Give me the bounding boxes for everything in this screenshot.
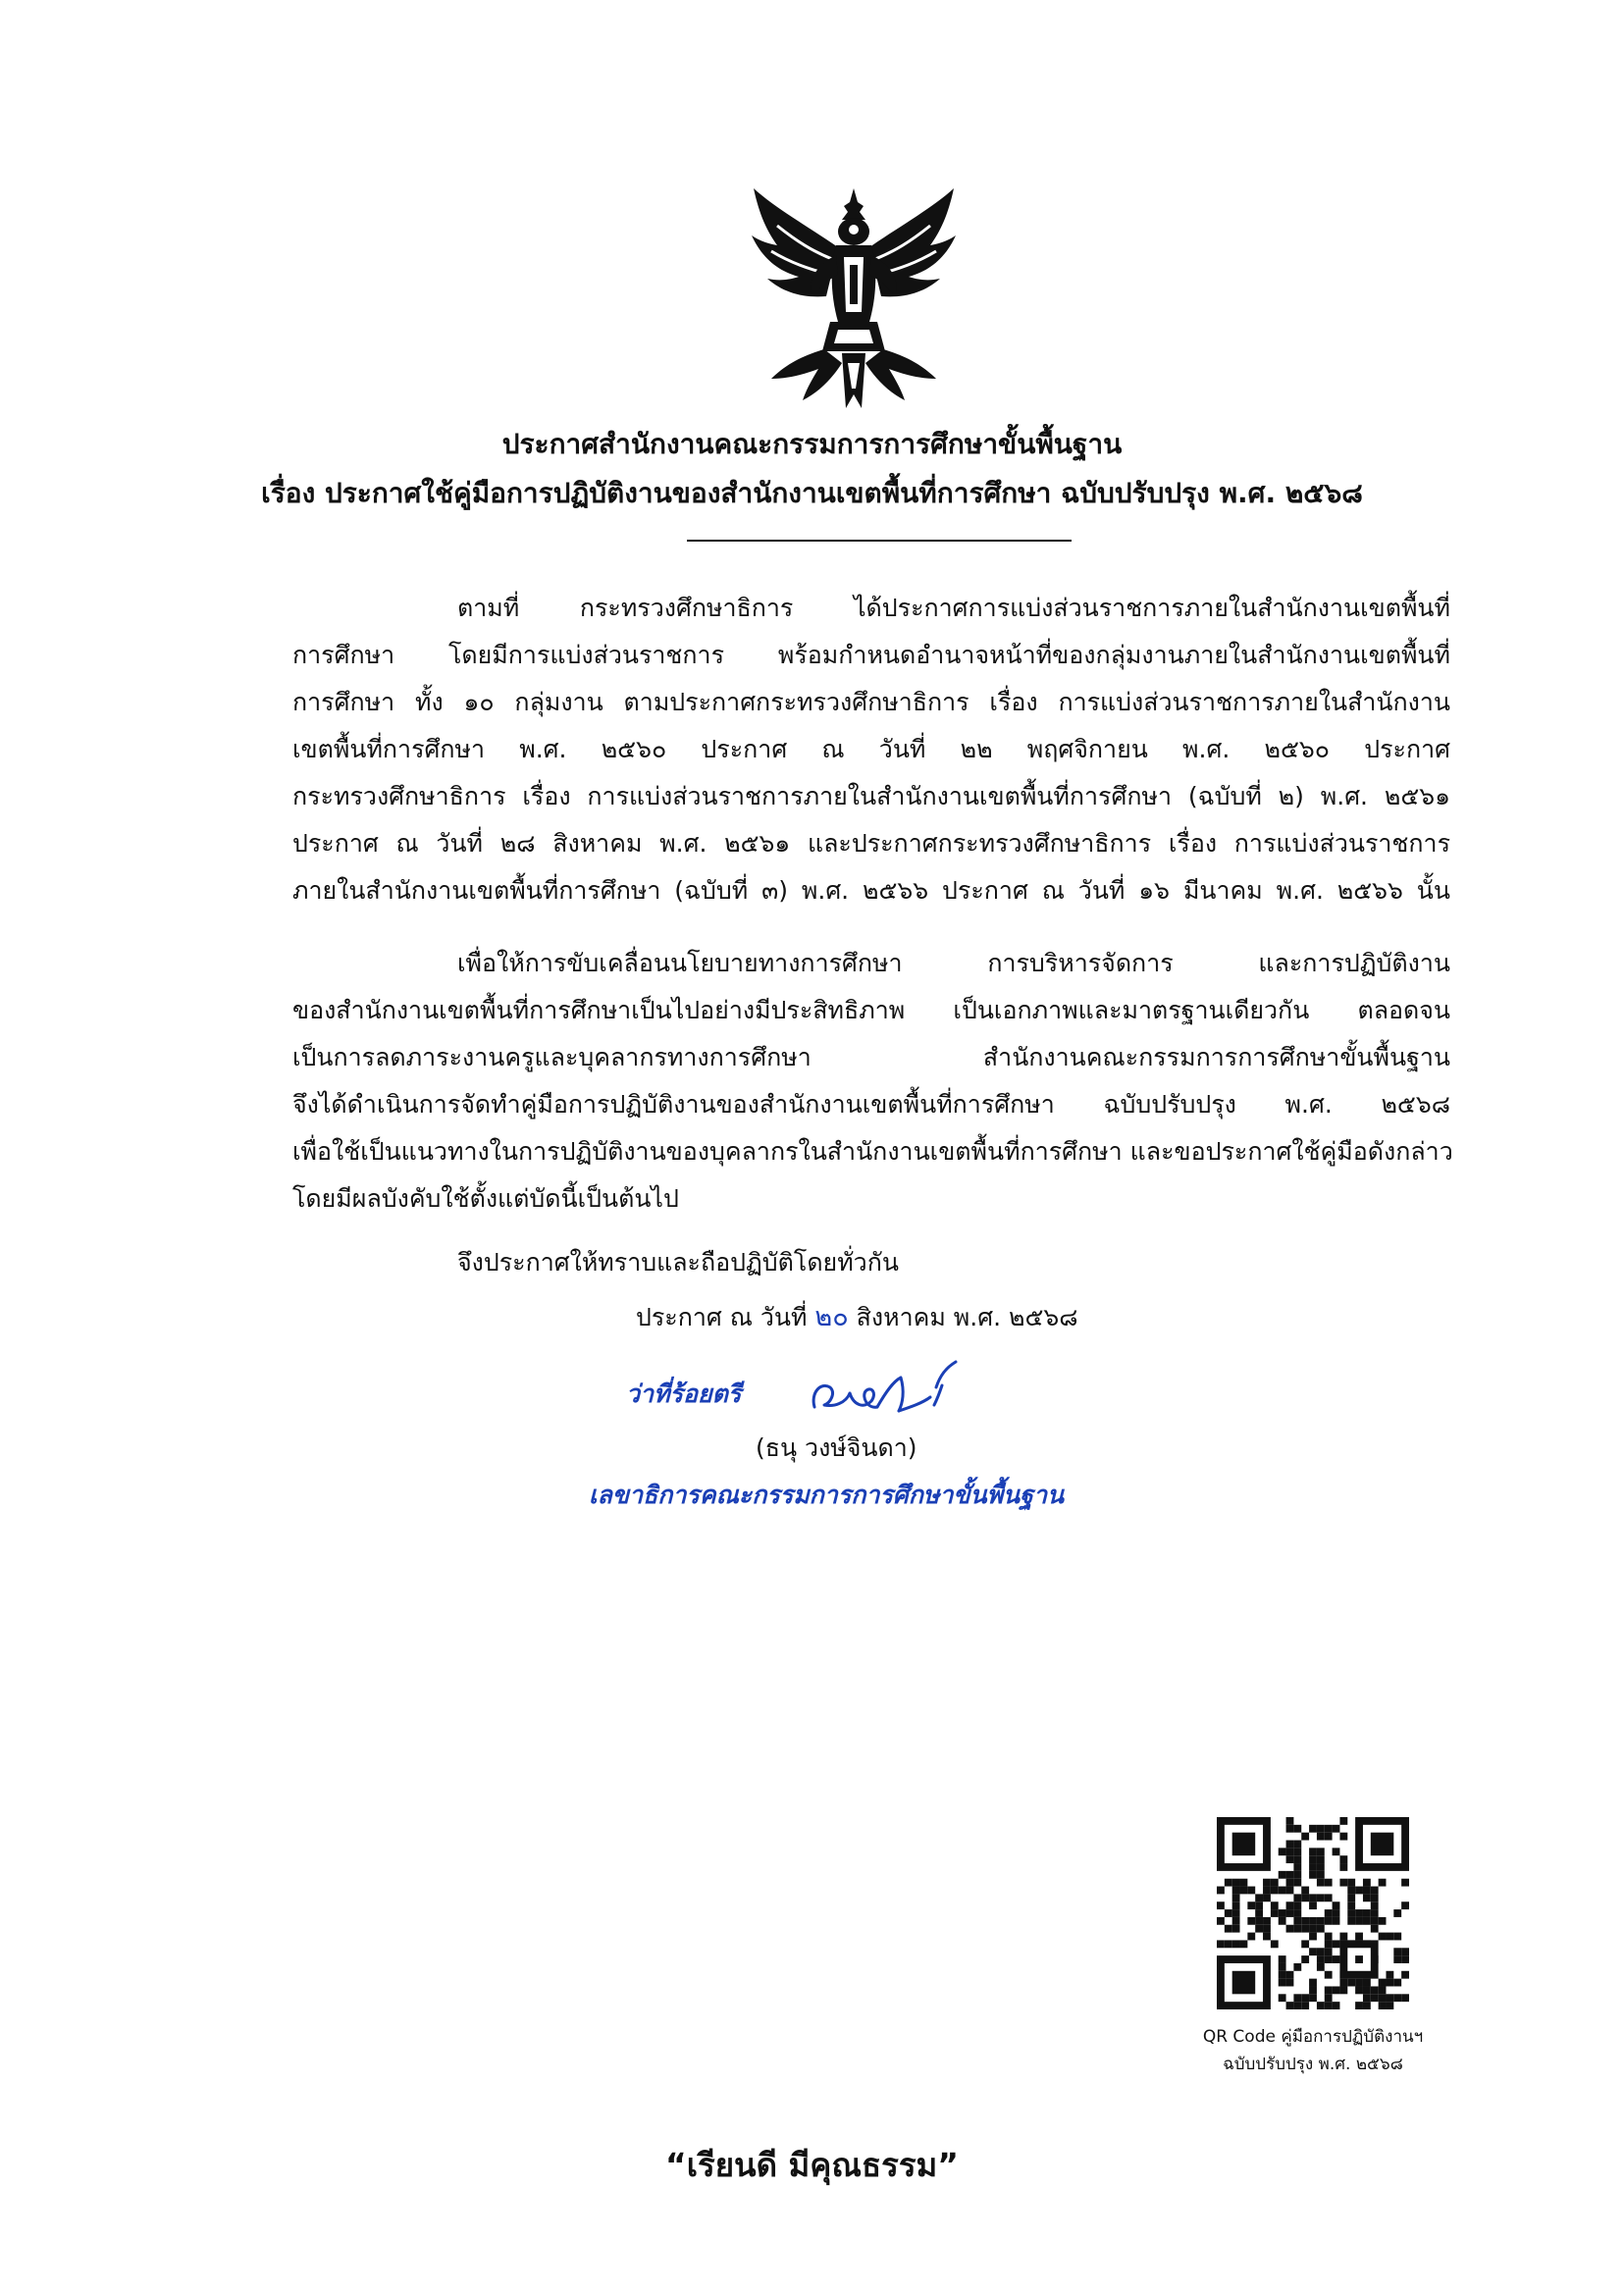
paragraph-line: เป็นการลดภาระงานครูและบุคลากรทางการศึกษา สำนักงานคณะกรรมการการศึกษาขั้นพื้นฐาน [292, 1043, 1450, 1071]
paragraph-line: เขตพื้นที่การศึกษา พ.ศ. ๒๕๖๐ ประกาศ ณ วันที่ ๒๒ พฤศจิกายน พ.ศ. ๒๕๖๐ ประกาศ [292, 735, 1450, 763]
qr-caption [1128, 2023, 1497, 2078]
motto: “เรียนดี มีคุณธรรม” [665, 2146, 959, 2184]
date-month-year: สิงหาคม พ.ศ. ๒๕๖๘ [856, 1303, 1078, 1331]
paragraph-line: ตามที่ กระทรวงศึกษาธิการ ได้ประกาศการแบ่งส่วนราชการภายในสำนักงานเขตพื้นที่ [457, 594, 1450, 622]
closing-statement: จึงประกาศให้ทราบและถือปฏิบัติโดยทั่วกัน [457, 1248, 899, 1276]
qr-caption-line: QR Code คู่มือการปฏิบัติงานฯ [1202, 2027, 1424, 2047]
handwritten-signature [807, 1358, 964, 1427]
paragraph-background [292, 585, 1450, 914]
date-day-handwritten: ๒๐ [814, 1302, 849, 1332]
paragraph-line: จึงได้ดำเนินการจัดทำคู่มือการปฏิบัติงานของสำนักงานเขตพื้นที่การศึกษา ฉบับปรับปรุง พ.ศ. ๒๕๖๘ [292, 1090, 1450, 1119]
announcement-subject: เรื่อง ประกาศใช้คู่มือการปฏิบัติงานของสำนักงานเขตพื้นที่การศึกษา ฉบับปรับปรุง พ.ศ. ๒๕๖๘ [261, 477, 1363, 509]
signer-name: (ธนุ วงษ์จินดา) [756, 1433, 917, 1462]
signer-position-stamp: เลขาธิการคณะกรรมการการศึกษาขั้นพื้นฐาน [589, 1481, 1065, 1509]
paragraph-line: เพื่อใช้เป็นแนวทางในการปฏิบัติงานของบุคลากรในสำนักงานเขตพื้นที่การศึกษา และขอประกาศใช้คู่มือดังกล่าว [292, 1137, 1453, 1166]
paragraph-line: เพื่อให้การขับเคลื่อนนโยบายทางการศึกษา การบริหารจัดการ และการปฏิบัติงาน [457, 949, 1450, 977]
paragraph-line: กระทรวงศึกษาธิการ เรื่อง การแบ่งส่วนราชการภายในสำนักงานเขตพื้นที่การศึกษา (ฉบับที่ ๒) พ.ศ. ๒๕๖๑ [292, 782, 1450, 810]
date-prefix: ประกาศ ณ วันที่ [636, 1303, 808, 1331]
title-divider [687, 540, 1072, 542]
paragraph-line: โดยมีผลบังคับใช้ตั้งแต่บัดนี้เป็นต้นไป [292, 1184, 679, 1213]
announcement-title: ประกาศสำนักงานคณะกรรมการการศึกษาขั้นพื้นฐาน [501, 428, 1123, 460]
paragraph-line: การศึกษา ทั้ง ๑๐ กลุ่มงาน ตามประกาศกระทรวงศึกษาธิการ เรื่อง การแบ่งส่วนราชการภายในสำนักงาน [292, 688, 1450, 716]
paragraph-line: การศึกษา โดยมีการแบ่งส่วนราชการ พร้อมกำหนดอำนาจหน้าที่ของกลุ่มงานภายในสำนักงานเขตพื้นที่ [292, 641, 1450, 669]
signer-rank-stamp: ว่าที่ร้อยตรี [626, 1380, 742, 1408]
qr-code-icon[interactable] [1217, 1817, 1409, 2009]
paragraph-line: ภายในสำนักงานเขตพื้นที่การศึกษา (ฉบับที่ ๓) พ.ศ. ๒๕๖๖ ประกาศ ณ วันที่ ๑๖ มีนาคม พ.ศ. ๒๕๖๖ นั้น [292, 876, 1450, 905]
paragraph-line: ของสำนักงานเขตพื้นที่การศึกษาเป็นไปอย่างมีประสิทธิภาพ เป็นเอกภาพและมาตรฐานเดียวกัน ตลอดจน [292, 996, 1450, 1024]
paragraph-line: ประกาศ ณ วันที่ ๒๘ สิงหาคม พ.ศ. ๒๕๖๑ และประกาศกระทรวงศึกษาธิการ เรื่อง การแบ่งส่วนราชการ [292, 829, 1450, 858]
garuda-emblem-icon [748, 186, 960, 412]
qr-caption-line: ฉบับปรับปรุง พ.ศ. ๒๕๖๘ [1223, 2055, 1403, 2074]
announcement-date [636, 1295, 1078, 1337]
paragraph-purpose [292, 940, 1453, 1223]
